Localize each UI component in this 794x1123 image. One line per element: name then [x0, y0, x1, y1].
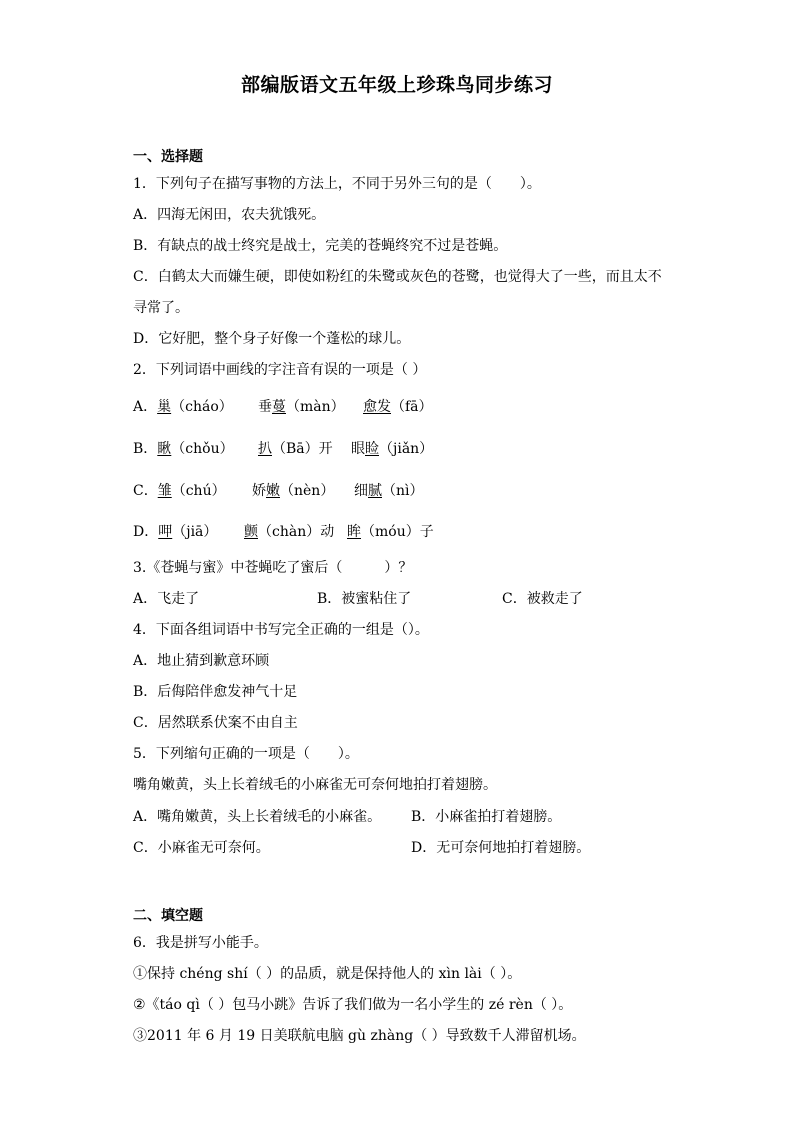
- section-heading-fill-in: 二、填空题: [133, 908, 203, 924]
- question-6-line-2: ②《táo qì（ ）包马小跳》告诉了我们做为一名小学生的 zé rèn（ ）。: [133, 997, 573, 1013]
- question-2-option-a-word-1: A．巢（cháo）: [133, 399, 233, 415]
- question-2-option-c-word-3: 细腻（nì）: [354, 483, 424, 499]
- question-4-option-b: B．后侮陪伴愈发神气十足: [133, 684, 298, 700]
- question-2-option-a-word-3: 愈发（fā）: [363, 399, 433, 415]
- question-1-option-d: D．它好肥，整个身子好像一个蓬松的球儿。: [133, 331, 411, 347]
- section-heading-choice: 一、选择题: [133, 149, 203, 165]
- question-2-option-b-word-2: 扒（Bā）开: [258, 441, 333, 457]
- question-3-stem: 3.《苍蝇与蜜》中苍蝇吃了蜜后（ ）？: [133, 560, 413, 576]
- question-2-option-b-word-3: 眼睑（jiǎn）: [351, 441, 434, 457]
- question-6-line-1: ①保持 chéng shí（ ）的品质，就是保持他人的 xìn lài（ ）。: [133, 966, 522, 982]
- question-5-option-d: D．无可奈何地拍打着翅膀。: [411, 840, 591, 856]
- question-1-stem: 1．下列句子在描写事物的方法上，不同于另外三句的是（ ）。: [133, 176, 541, 192]
- question-4-option-c: C．居然联系伏案不由自主: [133, 715, 298, 731]
- question-2-option-b-word-1: B．瞅（chǒu）: [133, 441, 234, 457]
- question-5-stem: 5．下列缩句正确的一项是（ ）。: [133, 746, 359, 762]
- question-3-option-b: B．被蜜粘住了: [317, 591, 412, 607]
- question-4-option-a: A．地止猜到歉意环顾: [133, 653, 270, 669]
- page-title: 部编版语文五年级上珍珠鸟同步练习: [240, 74, 553, 96]
- question-3-option-a: A．飞走了: [133, 591, 200, 607]
- question-5-option-a: A．嘴角嫩黄，头上长着绒毛的小麻雀。: [133, 809, 382, 825]
- question-2-option-d-word-2: 颤（chàn）动: [244, 524, 335, 540]
- question-2-stem: 2．下列词语中画线的字注音有误的一项是（ ）: [133, 362, 427, 378]
- question-5-option-b: B．小麻雀拍打着翅膀。: [411, 809, 562, 825]
- question-1-option-a: A．四海无闲田，农夫犹饿死。: [133, 207, 326, 223]
- question-5-sentence: 嘴角嫩黄，头上长着绒毛的小麻雀无可奈何地拍打着翅膀。: [133, 777, 497, 793]
- question-1-option-c-continued: 寻常了。: [133, 300, 189, 316]
- question-6-stem: 6．我是拼写小能手。: [133, 935, 268, 951]
- question-3-option-c: C．被救走了: [502, 591, 583, 607]
- question-2-option-c-word-1: C．雏（chú）: [133, 483, 226, 499]
- question-4-stem: 4．下面各组词语中书写完全正确的一组是（）。: [133, 622, 429, 638]
- question-5-option-c: C．小麻雀无可奈何。: [133, 840, 270, 856]
- question-1-option-b: B．有缺点的战士终究是战士，完美的苍蝇终究不过是苍蝇。: [133, 238, 508, 254]
- question-1-option-c: C．白鹤太大而嫌生硬，即使如粉红的朱鹭或灰色的苍鹭，也觉得大了一些，而且太不: [133, 269, 662, 285]
- question-2-option-c-word-2: 娇嫩（nèn）: [252, 483, 335, 499]
- question-2-option-d-word-1: D．呷（jiā）: [133, 524, 218, 540]
- question-2-option-d-word-3: 眸（móu）子: [347, 524, 434, 540]
- question-2-option-a-word-2: 垂蔓（màn）: [258, 399, 345, 415]
- question-6-line-3: ③2011 年 6 月 19 日美联航电脑 gù zhàng（ ）导致数千人滞留机场。: [133, 1028, 586, 1044]
